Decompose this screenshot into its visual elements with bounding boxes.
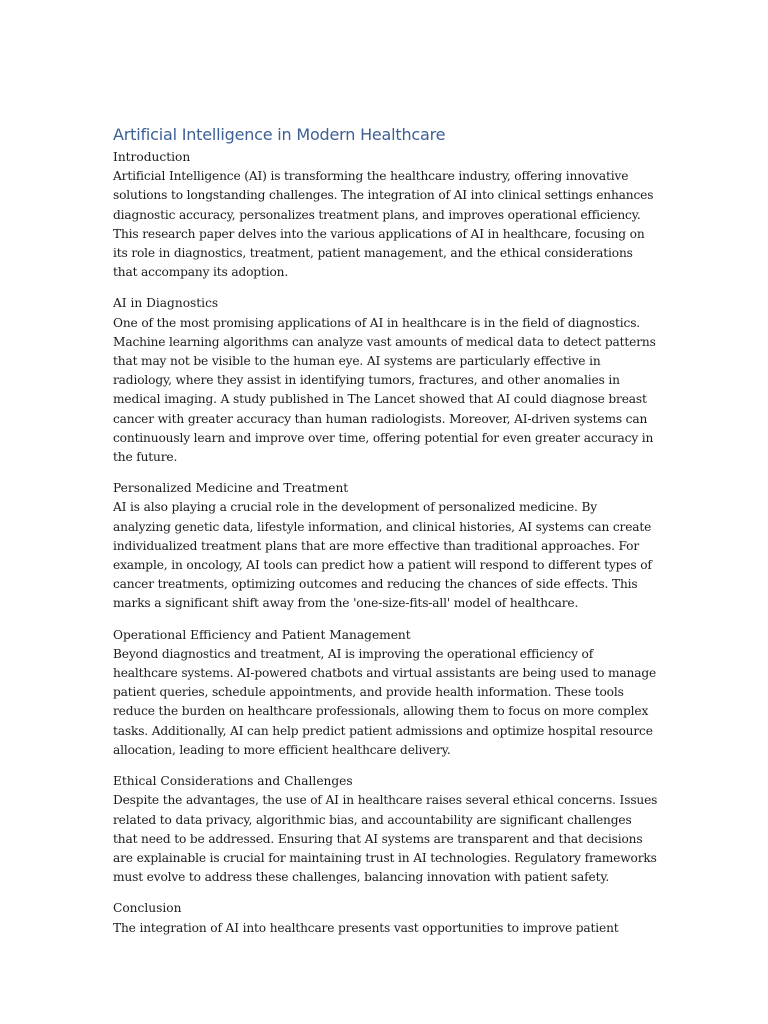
section-ai-in-diagnostics <box>113 294 658 467</box>
section-heading: Conclusion <box>113 901 182 916</box>
section-ethical-considerations <box>113 772 658 887</box>
section-body: AI is also playing a crucial role in the development of personalized medicine. By analyzing genetic data, lifestyle information, and clinical histories, AI systems can create individualized treatment plans that are more effective than traditional approaches. For example, in oncology, AI tools can predict how a patient will respond to different types of cancer treatments, optimizing outcomes and reducing the chances of side effects. This marks a significant shift away from the 'one-size-fits-all' model of healthcare. <box>113 500 652 611</box>
section-body: Beyond diagnostics and treatment, AI is improving the operational efficiency of healthcare systems. AI-powered chatbots and virtual assistants are being used to manage patient queries, schedule appointments, and provide health information. These tools reduce the burden on healthcare professionals, allowing them to focus on more complex tasks. Additionally, AI can help predict patient admissions and optimize hospital resource allocation, leading to more efficient healthcare delivery. <box>113 646 657 757</box>
section-personalized-medicine <box>113 479 658 613</box>
section-operational-efficiency <box>113 626 658 760</box>
section-heading: AI in Diagnostics <box>113 296 219 311</box>
section-body: Despite the advantages, the use of AI in healthcare raises several ethical concerns. Issues related to data privacy, algorithmic bias, and accountability are significant challenges that need to be addressed. Ensuring that AI systems are transparent and that decisions are explainable is crucial for maintaining trust in AI technologies. Regulatory frameworks must evolve to address these challenges, balancing innovation with patient safety. <box>113 793 658 885</box>
section-body: One of the most promising applications of AI in healthcare is in the field of diagnostics. Machine learning algorithms can analyze vast amounts of medical data to detect patterns that may not be visible to the human eye. AI systems are particularly effective in radiology, where they assist in identifying tumors, fractures, and other anomalies in medical imaging. A study published in The Lancet showed that AI could diagnose breast cancer with greater accuracy than human radiologists. Moreover, AI-driven systems can continuously learn and improve over time, offering potential for even greater accuracy in the future. <box>113 315 656 465</box>
document-title: Artificial Intelligence in Modern Healthcare <box>113 125 446 144</box>
section-body: The integration of AI into healthcare presents vast opportunities to improve patient <box>113 920 619 935</box>
section-introduction <box>113 148 658 282</box>
document-content <box>113 124 658 938</box>
section-heading: Ethical Considerations and Challenges <box>113 774 353 789</box>
section-heading: Introduction <box>113 150 191 164</box>
section-heading: Personalized Medicine and Treatment <box>113 481 349 496</box>
section-body: Artificial Intelligence (AI) is transforming the healthcare industry, offering innovative solutions to longstanding challenges. The integration of AI into clinical settings enhances diagnostic accuracy, personalizes treatment plans, and improves operational efficiency. This research paper delves into the various applications of AI in healthcare, focusing on its role in diagnostics, treatment, patient management, and the ethical considerations that accompany its adoption. <box>113 169 654 280</box>
section-conclusion <box>113 899 658 937</box>
section-heading: Operational Efficiency and Patient Management <box>113 627 411 642</box>
